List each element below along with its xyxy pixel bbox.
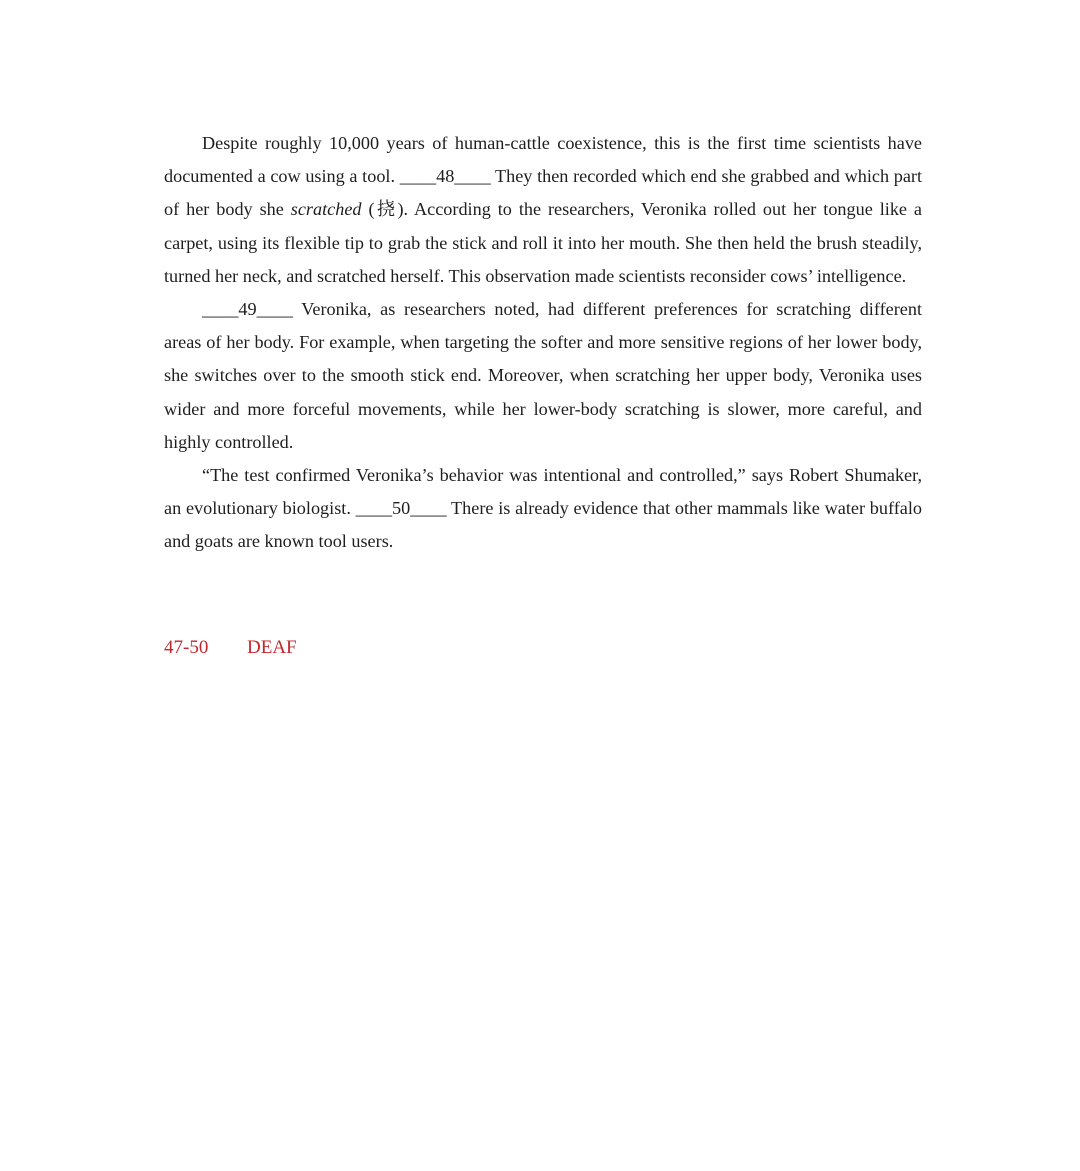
paragraph-2-text-a: Veronika, as researchers noted, had different preferences for scratching different areas of her body. For example, when targeting the softer and more sensitive regions of her lower body, she switches over to the smooth stick end. Moreover, when scratching her upper body, Veronika uses wider and more forceful movements, while her lower-body scratching is slower, more careful, and highly controlled. [164, 299, 922, 452]
blank-48: ____48____ [399, 166, 491, 187]
paragraph-3-text-a: “The test confirmed Veronika’s behavior was intentional and controlled,” says Robert Shumaker, an evolutionary biologist. [164, 465, 922, 519]
paragraph-3-text-b: There is already evidence that other mammals like water buffalo and goats are known tool users. [164, 498, 922, 552]
paragraph-2 [164, 293, 922, 459]
blank-50: ____50____ [355, 498, 447, 519]
paragraph-1-text-a: Despite roughly 10,000 years of human-cattle coexistence, this is the first time scientists have documented a cow using a tool. [164, 133, 922, 187]
paragraph-1-text-b: They then recorded which end she grabbed and which part of her body she [164, 166, 922, 220]
italic-word-scratched: scratched [290, 199, 362, 220]
answer-key-range: 47-50 [164, 637, 209, 658]
paragraph-1-text-c: (挠). According to the researchers, Veronika rolled out her tongue like a carpet, using its flexible tip to grab the stick and roll it into her mouth. She then held the brush steadily, turned her neck, and scratched herself. This observation made scientists reconsider cows’ intelligence. [164, 199, 922, 286]
answer-key-answers: DEAF [247, 637, 297, 658]
paragraph-1 [164, 127, 922, 293]
answer-key [164, 634, 297, 662]
paragraph-3 [164, 459, 922, 559]
passage [164, 127, 922, 559]
blank-49: ____49____ [202, 299, 293, 320]
